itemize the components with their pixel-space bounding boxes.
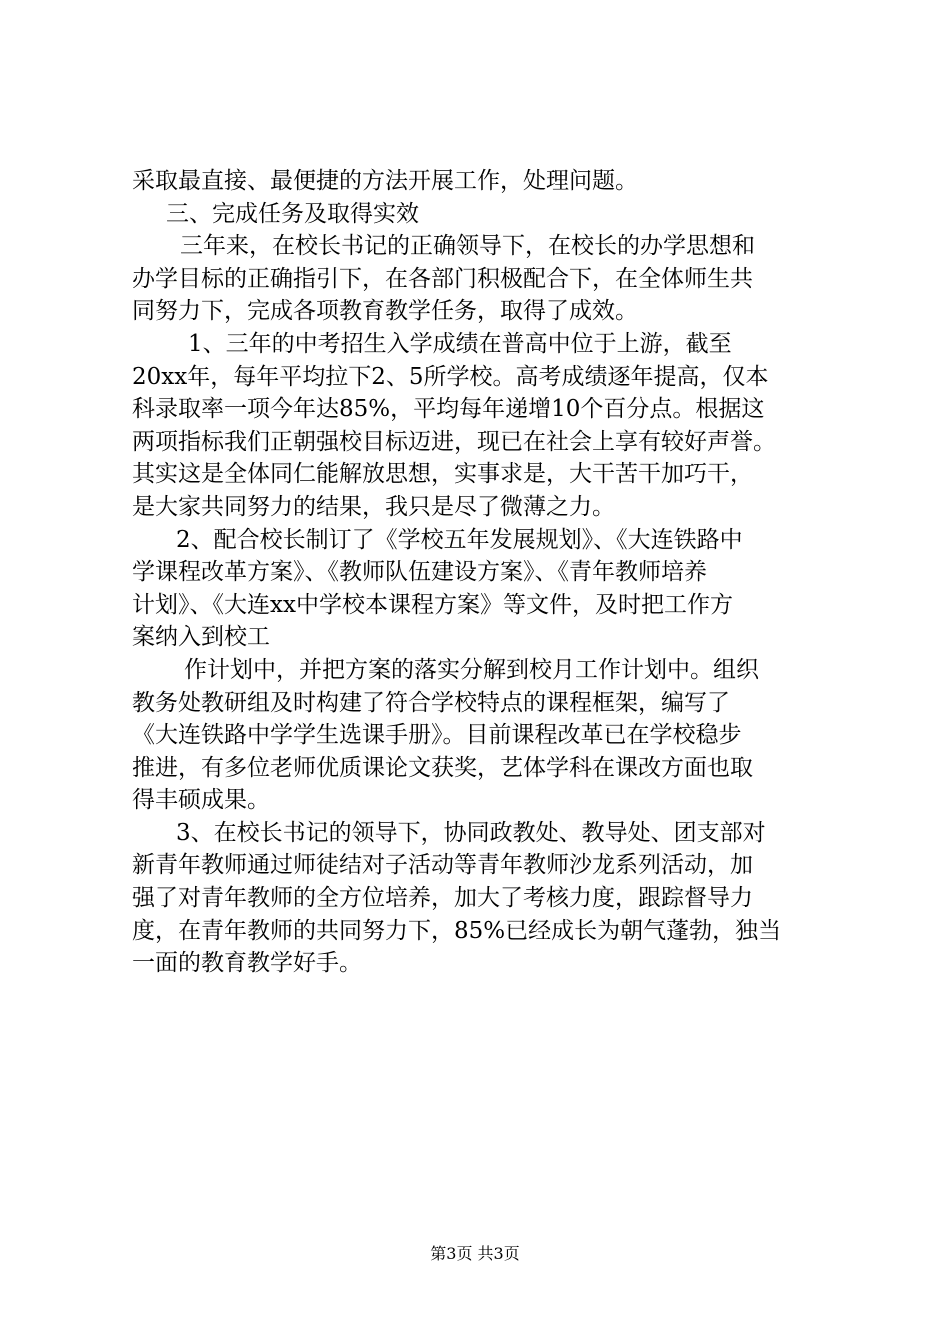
text-line: 20xx年，每年平均拉下2、5所学校。高考成绩逐年提高，仅本 [132,363,769,390]
text-line: 三、完成任务及取得实效 [166,200,419,227]
text-line: 案纳入到校工 [132,624,270,651]
text-line: 教务处教研组及时构建了符合学校特点的课程框架，编写了 [132,689,730,716]
text-line: 推进，有多位老师优质课论文获奖，艺体学科在课改方面也取 [132,754,753,781]
text-line: 1、三年的中考招生入学成绩在普高中位于上游，截至 [188,330,732,357]
text-line: 两项指标我们正朝强校目标迈进，现已在社会上享有较好声誉。 [132,428,776,455]
document-body [132,165,832,980]
text-line: 其实这是全体同仁能解放思想，实事求是，大干苦干加巧干， [132,461,753,488]
text-line: 计划》、《大连xx中学校本课程方案》等文件，及时把工作方 [132,591,733,618]
text-line: 得丰硕成果。 [132,787,270,814]
text-line: 作计划中，并把方案的落实分解到校月工作计划中。组织 [184,656,759,683]
text-line: 学课程改革方案》、《教师队伍建设方案》、《青年教师培养 [132,559,707,586]
text-line: 三年来，在校长书记的正确领导下，在校长的办学思想和 [180,233,755,260]
text-line: 办学目标的正确指引下，在各部门积极配合下，在全体师生共 [132,265,753,292]
text-line: 一面的教育教学好手。 [132,950,362,977]
page-footer: 第3页 共3页 [430,1244,520,1263]
text-line: 度，在青年教师的共同努力下，85%已经成长为朝气蓬勃，独当 [132,917,782,944]
text-line: 同努力下，完成各项教育教学任务，取得了成效。 [132,298,638,325]
text-line: 强了对青年教师的全方位培养，加大了考核力度，跟踪督导力 [132,885,753,912]
text-line: 采取最直接、最便捷的方法开展工作，处理问题。 [132,168,638,194]
text-line: 3、在校长书记的领导下，协同政教处、教导处、团支部对 [176,819,766,846]
text-line: 科录取率一项今年达85%，平均每年递增10个百分点。根据这 [132,396,765,423]
text-line: 是大家共同努力的结果，我只是尽了微薄之力。 [132,493,615,520]
text-line: 新青年教师通过师徒结对子活动等青年教师沙龙系列活动，加 [132,852,753,879]
text-line: 2、配合校长制订了《学校五年发展规划》、《大连铁路中 [176,526,743,553]
text-line: 《大连铁路中学学生选课手册》。目前课程改革已在学校稳步 [132,722,742,749]
